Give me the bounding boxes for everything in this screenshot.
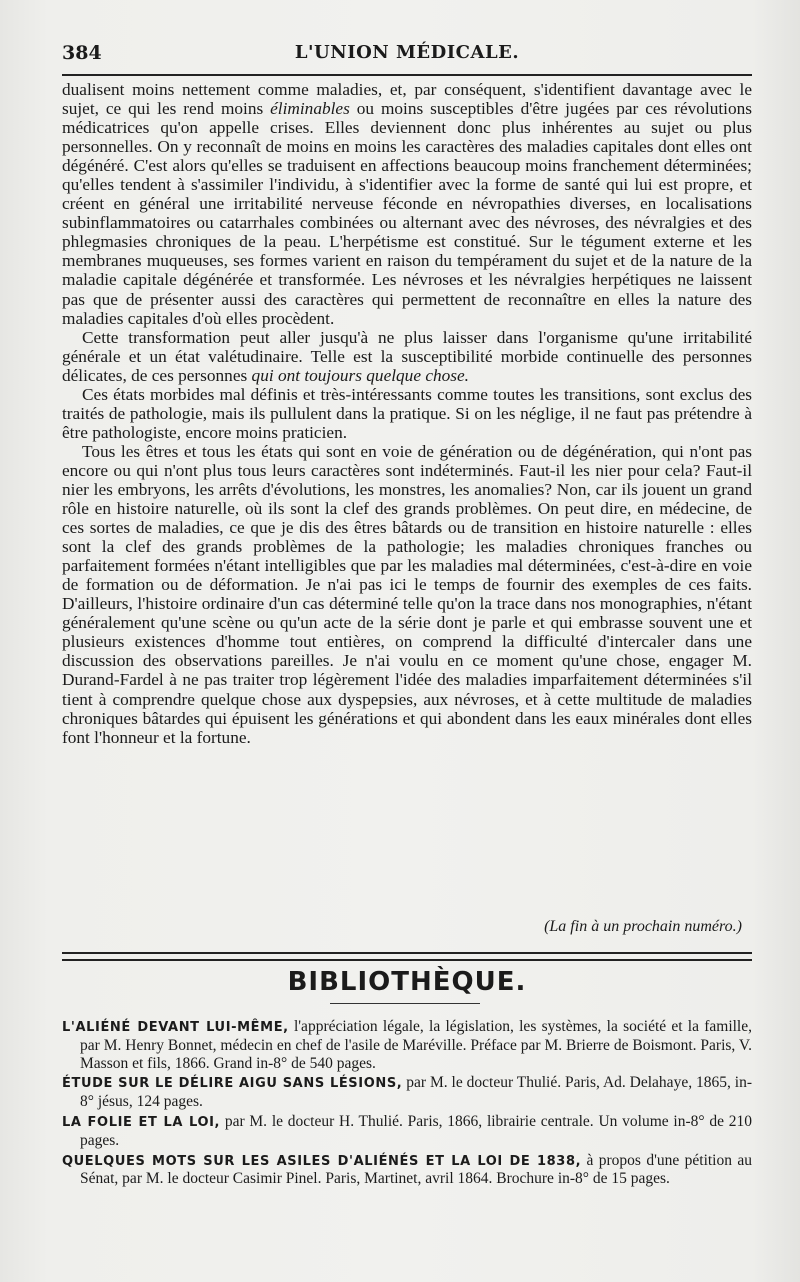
article-paragraph: Tous les êtres et tous les états qui sont en voie de génération ou de dégénération, qui n'ont pas encore ou qui n'ont plus tous leurs caractères sont indéterminés. Faut-il les nier pour cela? Faut-il nier les embryons, les arrêts d'évolutions, les monstres, les anomalies? Non, car ils jouent un grand rôle en histoire naturelle, où ils sont la clef des grands problèmes. On peut dire, en médecine, de ces sortes de maladies, ce que je dis des êtres bâtards ou de transition en histoire naturelle : elles sont la clef des grands problèmes de la pathologie; les maladies chroniques franches ou parfaitement formées n'étant intelligibles que par les maladies mal déterminées, c'est-à-dire en voie de formation ou de déformation. Je n'ai pas ici le temps de fournir des exemples de ces faits. D'ailleurs, l'histoire ordinaire d'un cas déterminé telle qu'on la trace dans nos monographies, n'étant généralement qu'une scène ou qu'un acte de la série dont je parle et qui embrasse souvent une et plusieurs existences d'homme tout entières, on comprend la difficulté d'intercaler dans une discussion des observations pareilles. Je n'ai voulu en ce moment qu'une chose, engager M. Durand-Fardel à ne pas traiter trop légèrement l'idée des maladies imparfaitement déterminées s'il tient à comprendre quelque chose aux dyspepsies, aux névroses, et à cette multitude de maladies chroniques bâtardes qui épuisent les générations et qui abondent dans les eaux minérales dont elles font l'honneur et la fortune. [62,441,752,747]
section-divider [62,952,752,961]
article-paragraph: Ces états morbides mal définis et très-intéressants comme toutes les transitions, sont exclus des traités de pathologie, mais ils pullulent dans la pratique. Si on les néglige, il ne faut pas prétendre à être pathologiste, encore moins praticien. [62,384,752,442]
bibliography-entry [62,1018,752,1072]
bibliography-entry [62,1113,752,1150]
bibliography-list [62,1018,752,1190]
bibliography-entry [62,1152,752,1189]
page-number: 384 [62,42,102,64]
entry-details: par M. le docteur Thulié. Paris, Ad. Delahaye, 1865, in-8° jésus, 124 pages. [80,1074,752,1111]
entry-title: QUELQUES MOTS SUR LES ASILES D'ALIÉNÉS ET LA LOI DE 1838, [62,1153,582,1169]
section-title: BIBLIOTHÈQUE. [287,967,527,997]
article-signoff: (La fin à un prochain numéro.) [544,918,742,935]
entry-title: L'ALIÉNÉ DEVANT LUI-MÊME, [62,1020,289,1035]
article-paragraph: Cette transformation peut aller jusqu'à ne plus laisser dans l'organisme qu'une irritabilité générale et un état valétudinaire. Telle est la susceptibilité morbide continuelle des personnes délicates, de ces personnes qui ont toujours quelque chose. [62,327,752,385]
entry-details: l'appréciation légale, la législation, les systèmes, la société et la famille, par M. Henry Bonnet, médecin en chef de l'asile de Maréville. Préface par M. Brierre de Boismont. Paris, V. Masson et fils, 1866. Grand in-8° de 540 pages. [80,1018,752,1072]
entry-title: ÉTUDE SUR LE DÉLIRE AIGU SANS LÉSIONS, [62,1076,403,1092]
entry-details: à propos d'une pétition au Sénat, par M. le docteur Casimir Pinel. Paris, Martinet, avril 1864. Brochure in-8° de 15 pages. [80,1151,752,1188]
title-underline [330,1003,480,1004]
bibliography-entry [62,1074,752,1111]
header-rule [62,74,752,76]
running-head: L'UNION MÉDICALE. [294,42,520,63]
entry-details: par M. le docteur H. Thulié. Paris, 1866, librairie centrale. Un volume in-8° de 210 pages. [80,1112,752,1149]
entry-title: LA FOLIE ET LA LOI, [62,1114,221,1130]
article-body [62,80,752,747]
page-header [62,42,752,72]
article-paragraph: dualisent moins nettement comme maladies, et, par conséquent, s'identifient davantage avec le sujet, ce qui les rend moins éliminables ou moins susceptibles d'être jugées par ces révolutions médicatrices qu'on appelle crises. Elles deviennent donc plus inhérentes au sujet ou plus personnelles. On y reconnaît de moins en moins les caractères des maladies capitales dont elles ont dégénéré. C'est alors qu'elles se traduisent en affections beaucoup moins franchement déterminées; qu'elles tendent à s'assimiler l'individu, à s'identifier avec la forme de santé qui lui est propre, et créent en général une irritabilité nerveuse féconde en névropathies diverses, en localisations subinflammatoires ou catarrhales combinées ou alternant avec des névroses, des névralgies et des phlegmasies chroniques de la peau. L'herpétisme est constitué. Sur le tégument externe et les membranes muqueuses, ses formes varient en raison du tempérament du sujet et de la nature de la maladie capitale dégénérée et transformée. Les névroses et les névralgies herpétiques ne laissent pas que de présenter aussi des caractères qui permettent de reconnaître en elles la nature des maladies capitales d'où elles procèdent. [62,80,752,328]
